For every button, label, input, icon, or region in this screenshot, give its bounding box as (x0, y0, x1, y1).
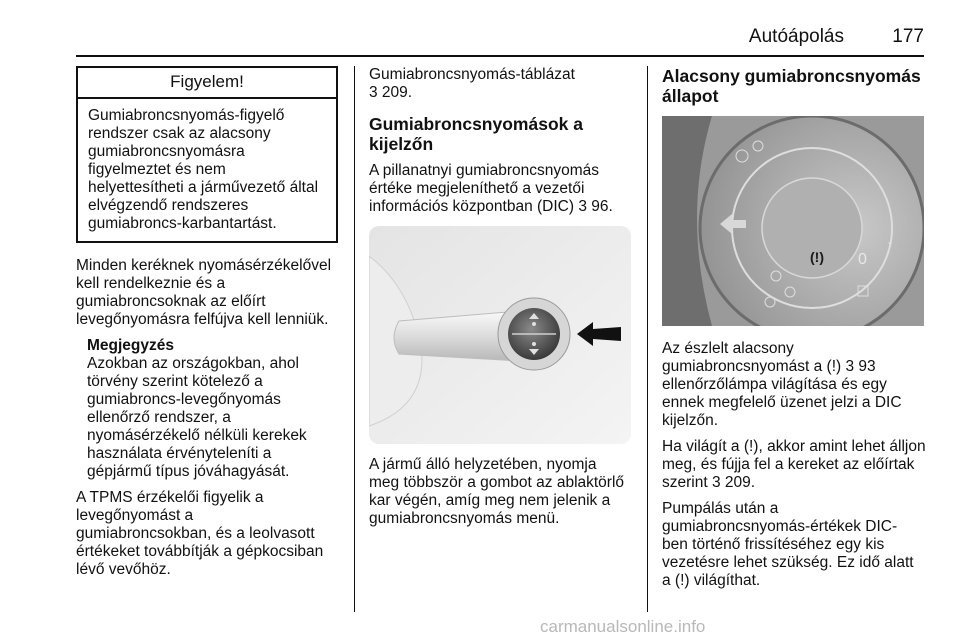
section-heading (662, 66, 926, 106)
text-line: A pillanatnyi gumiabroncsnyomás (369, 162, 600, 179)
wiper-stalk-illustration (369, 226, 631, 444)
text-line: ellenőrzőlámpa világítása és egy (662, 376, 887, 393)
warning-line: Gumiabroncsnyomás-figyelő (88, 107, 285, 124)
column-divider-2 (647, 66, 648, 612)
watermark: carmanualsonline.info (540, 617, 706, 636)
note-line: nyomásérzékelő nélküli kerekek (87, 427, 307, 444)
text-line: szerint 3 209. (662, 474, 756, 491)
column-2 (369, 66, 633, 528)
column-1 (76, 66, 338, 579)
text-line: kar végén, amíg meg nem jelenik a (369, 492, 611, 509)
warning-line: gumiabroncs-karbantartást. (88, 215, 277, 232)
text-line: levegőnyomásra felfújva kell lenniük. (76, 311, 329, 328)
paragraph-pump (662, 500, 926, 590)
paragraph-instructions (369, 456, 633, 528)
paragraph-display (369, 162, 633, 216)
warning-line: rendszer csak az alacsony (88, 125, 271, 142)
note-line: ellenőrző rendszer, a (87, 409, 231, 426)
note-line: Azokban az országokban, ahol (87, 355, 299, 372)
section-title: Autóápolás (748, 26, 844, 47)
text-line: meg többször a gombot az ablaktörlő (369, 474, 625, 491)
text-line: értéke megjeleníthető a vezetői (369, 180, 585, 197)
text-line: Az észlelt alacsony (662, 340, 794, 357)
text-line: levegőnyomást a (76, 507, 194, 524)
page-number: 177 (892, 26, 924, 47)
text-line: gumiabroncsnyomást a (!) 3 93 (662, 358, 876, 375)
gauge-mark: - (888, 235, 892, 249)
heading-line: Gumiabroncsnyomások a (369, 114, 583, 134)
text-line: ben történő frissítéséhez egy kis (662, 536, 885, 553)
text-line: kell rendelkeznie és a (76, 275, 226, 292)
column-divider-1 (354, 66, 355, 612)
text-line: Ha világít a (!), akkor amint lehet álljon (662, 438, 926, 455)
note-line: használata érvényteleníti a (87, 445, 272, 462)
text-line: ennek megfelelő üzenet jelzi a DIC (662, 394, 902, 411)
text-line: gumiabroncsnyomás-értékek DIC- (662, 518, 898, 535)
note-line: gumiabroncs-levegőnyomás (87, 391, 281, 408)
paragraph-low-pressure (662, 340, 926, 430)
text-line: a (!) világíthat. (662, 572, 761, 589)
paragraph-sensors (76, 257, 338, 329)
cross-reference[interactable]: Gumiabroncsnyomás-táblázat (369, 66, 575, 83)
text-line: gumiabroncsokban, és a leolvasott (76, 525, 315, 542)
text-line: Minden keréknek nyomásérzékelővel (76, 257, 332, 274)
text-line: A TPMS érzékelői figyelik a (76, 489, 264, 506)
tpms-warning-icon: (!) (810, 249, 824, 265)
paragraph-tpms (76, 489, 338, 579)
text-line: vezetésre lehet szükség. Ez idő alatt (662, 554, 914, 571)
warning-line: figyelmeztet és nem (88, 161, 226, 178)
text-line: Pumpálás után a (662, 500, 779, 517)
heading-line: állapot (662, 86, 719, 106)
warning-body (78, 99, 336, 241)
text-line: értékeket továbbítják a gépkocsiban (76, 543, 324, 560)
warning-box (76, 66, 338, 243)
page-reference[interactable]: 3 209. (369, 84, 413, 101)
gauge-mark: 0 (858, 251, 867, 268)
warning-title: Figyelem! (78, 68, 336, 99)
text-line: A jármű álló helyzetében, nyomja (369, 456, 597, 473)
warning-line: helyettesítheti a járművezető által (88, 179, 319, 196)
text-line: kijelzőn. (662, 412, 718, 429)
heading-line: kijelzőn (369, 134, 434, 154)
section-heading (369, 114, 633, 154)
note-line: törvény szerint kötelező a (87, 373, 263, 390)
note-line: gépjármű típus jóváhagyását. (87, 463, 290, 480)
note-block (76, 337, 338, 481)
warning-line: elvégzendő rendszeres (88, 197, 249, 214)
text-line: meg, és fújja fel a kereket az előírtak (662, 456, 915, 473)
text-line: információs központban (DIC) 3 96. (369, 198, 613, 215)
heading-line: Alacsony gumiabroncsnyomás (662, 66, 921, 86)
instrument-cluster-illustration (662, 116, 924, 326)
text-line: gumiabroncsnyomás menü. (369, 510, 560, 527)
text-line: lévő vevőhöz. (76, 561, 171, 578)
page-header (76, 26, 924, 52)
column-3 (662, 66, 926, 590)
paragraph-stop-inflate (662, 438, 926, 492)
note-title: Megjegyzés (87, 337, 175, 354)
text-line: gumiabroncsoknak az előírt (76, 293, 266, 310)
warning-line: gumiabroncsnyomásra (88, 143, 245, 160)
header-rule (76, 55, 924, 57)
